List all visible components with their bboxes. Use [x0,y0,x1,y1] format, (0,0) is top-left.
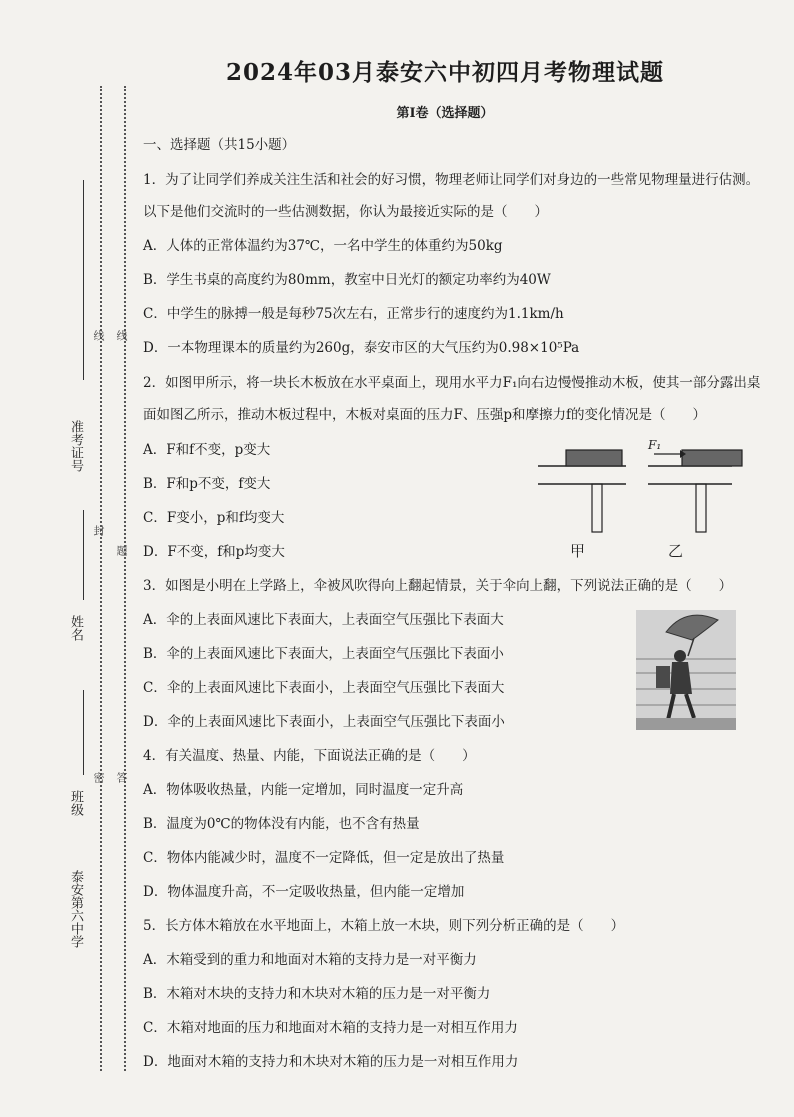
seal-mark-xian-1: 线 [92,330,105,341]
question-1-option-b: B．学生书桌的高度约为80mm，教室中日光灯的额定功率约为40W [143,272,551,288]
force-label: F₁ [648,438,662,452]
seal-mark-xian-2: 线 [115,330,128,341]
question-4-option-c: C．物体内能减少时，温度不一定降低，但一定是放出了热量 [143,850,505,866]
part-heading: 一、选择题（共15小题） [143,137,296,153]
question-2-option-c: C．F变小，p和f均变大 [143,510,285,526]
question-3-stem: 3．如图是小明在上学路上，伞被风吹得向上翻起情景，关于伞向上翻，下列说法正确的是（ ） [143,578,733,594]
question-3-option-a: A．伞的上表面风速比下表面大，上表面空气压强比下表面大 [143,612,504,628]
umbrella-wind-photo [636,610,736,730]
board-table-figure [536,436,746,566]
question-1-stem: 1．为了让同学们养成关注生活和社会的好习惯，物理老师让同学们对身边的一些常见物理量进行估测。以下是他们交流时的一些估测数据，你认为最接近实际的是（ ） [143,172,760,220]
question-2-option-b: B．F和p不变，f变大 [143,476,271,492]
school-label: 泰安第六中学 [68,870,83,948]
binding-dotted-line-inner [124,86,126,1071]
question-4-option-b: B．温度为0℃的物体没有内能，也不含有热量 [143,816,420,832]
question-3-option-b: B．伞的上表面风速比下表面大，上表面空气压强比下表面小 [143,646,504,662]
figure-label-jia: 甲 [570,542,586,560]
seal-mark-mi: 密 [92,772,105,783]
question-4-stem: 4．有关温度、热量、内能，下面说法正确的是（ ） [143,748,476,764]
seal-mark-ti: 题 [115,545,128,556]
figure-yi [647,438,742,560]
question-3-option-d: D．伞的上表面风速比下表面小，上表面空气压强比下表面小 [143,714,505,730]
class-blank-line [83,690,84,775]
question-5-option-b: B．木箱对木块的支持力和木块对木箱的压力是一对平衡力 [143,986,491,1002]
question-5-option-c: C．木箱对地面的压力和地面对木箱的支持力是一对相互作用力 [143,1020,518,1036]
exam-no-label: 准考证号 [68,420,83,472]
section-title: 第Ⅰ卷（选择题） [396,106,494,121]
question-1-option-c: C．中学生的脉搏一般是每秒75次左右，正常步行的速度约为1.1km/h [143,306,564,322]
figure-label-yi: 乙 [668,542,684,560]
question-2-stem: 2．如图甲所示，将一块长木板放在水平桌面上，现用水平力F₁向右边慢慢推动木板，使其一部分露出桌面如图乙所示，推动木板过程中，木板对桌面的压力F、压强p和摩擦力f的变化情况是（ ） [143,375,761,423]
name-label: 姓名 [68,615,83,641]
question-5-stem: 5．长方体木箱放在水平地面上，木箱上放一木块，则下列分析正确的是（ ） [143,918,625,934]
class-label: 班级 [68,790,83,816]
question-3-option-c: C．伞的上表面风速比下表面小，上表面空气压强比下表面大 [143,680,505,696]
question-4-option-d: D．物体温度升高，不一定吸收热量，但内能一定增加 [143,884,465,900]
question-1-option-d: D．一本物理课本的质量约为260g，泰安市区的大气压约为0.98×10⁵Pa [143,340,580,356]
question-1-option-a: A．人体的正常体温约为37℃，一名中学生的体重约为50kg [143,238,503,254]
question-2-option-a: A．F和f不变，p变大 [143,442,271,458]
seal-mark-da: 答 [115,772,128,783]
figure-jia [538,450,626,560]
seal-mark-feng: 封 [92,525,105,536]
page-title: 2024年03月泰安六中初四月考物理试题 [225,59,665,86]
question-4-option-a: A．物体吸收热量，内能一定增加，同时温度一定升高 [143,782,464,798]
question-2-option-d: D．F不变，f和p均变大 [143,544,285,560]
binding-dotted-line-outer [100,86,102,1071]
question-5-option-a: A．木箱受到的重力和地面对木箱的支持力是一对平衡力 [143,952,477,968]
exam-no-blank-line [83,180,84,380]
question-5-option-d: D．地面对木箱的支持力和木块对木箱的压力是一对相互作用力 [143,1054,519,1070]
name-blank-line [83,510,84,600]
